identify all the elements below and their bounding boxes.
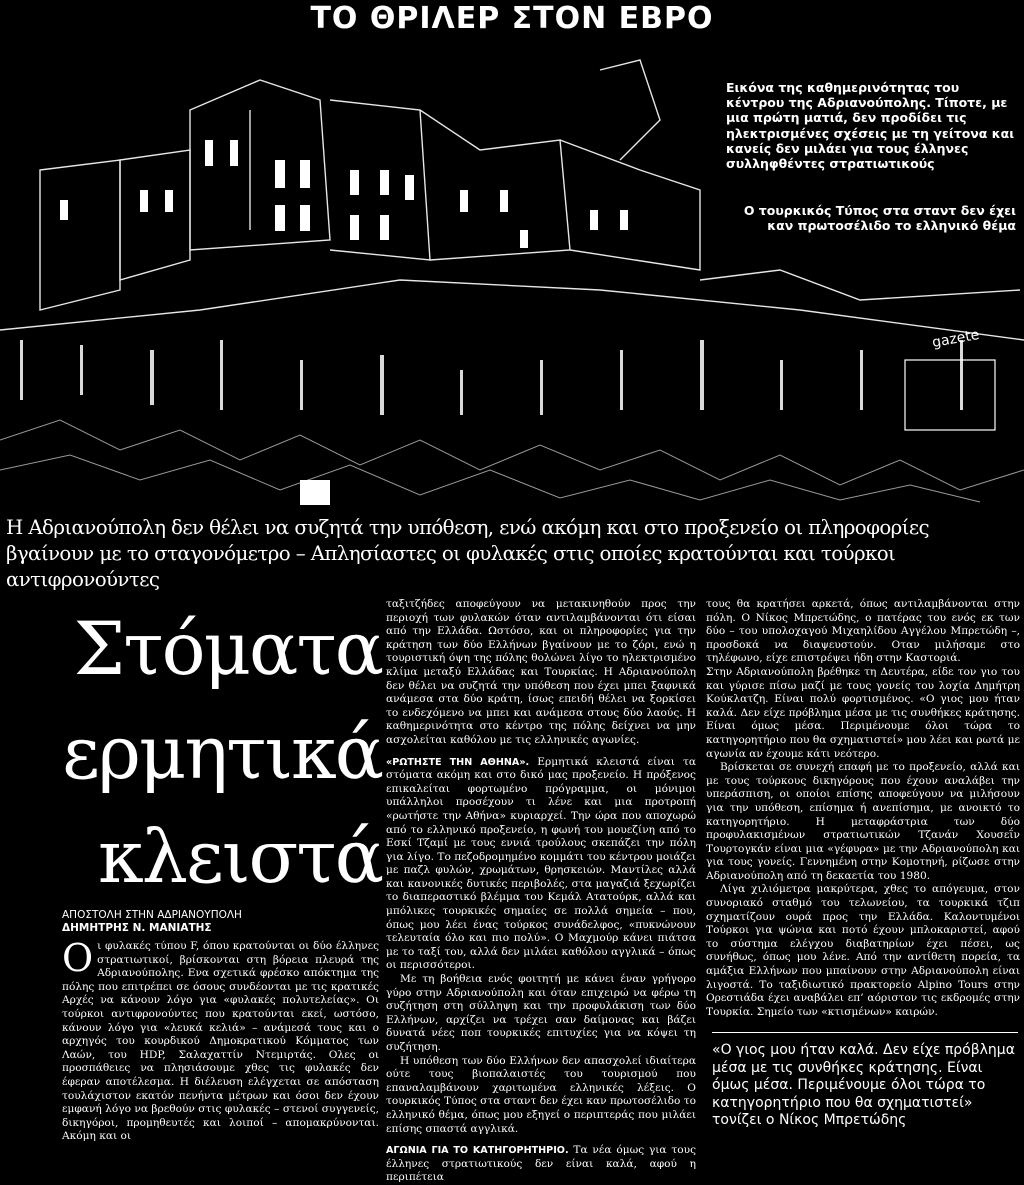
paragraph: Λίγα χιλιόμετρα μακρύτερα, χθες το απόγευμα, στον συνοριακό σταθμό του τελωνείου, τα τουρκικά τζιπ σχηματίζουν ουρά προς την Ελλάδα. Καλοντυμένοι Τούρκοι για ψώνια και ποτό έχουν μπλοκαριστεί, αφού το σύστημα ελέγχου διαβατηρίων έχει πέσει, ως συνήθως, όπως μου λένε. Από την αντίθετη πορεία, τα αμάξια Ελλήνων που μπαίνουν στην Αδριανούπολη είναι λιγοστά. Το ταξιδιωτικό πρακτορείο Alpino Tours στην Ορεστιάδα έχει αναβάλει επ’ αόριστον τις εκδρομές στην Τουρκία. Σημείο των «κτισμένων» καιρών. <box>706 883 1020 1018</box>
paragraph: Με τη βοήθεια ενός φοιτητή με κάνει έναν γρήγορο γύρο στην Αδριανούπολη και όταν επιχειρώ να φέρω τη συζήτηση στη σύλληψη και την προφυλάκιση των δύο Ελλήνων, αρχίζει να τρέχει σαν δαίμονας και βάζει δυνατά νέες ποπ τουρκικές επιτυχίες για να κόψει τη συζήτηση. <box>386 973 696 1053</box>
photo-caption-secondary: Ο τουρκικός Τύπος στα σταντ δεν έχει καν πρωτοσέλιδο το ελληνικό θέμα <box>743 203 1016 234</box>
subtitle: Η Αδριανούπολη δεν θέλει να συζητά την υπόθεση, ενώ ακόμη και στο προξενείο οι πληροφορίες βγαίνουν με το σταγονόμετρο – Απλησίαστες οι φυλακές στις οποίες κρατούνται και τούρκοι αντιφρονούντες <box>6 516 929 591</box>
paragraph: Στην Αδριανούπολη βρέθηκε τη Δευτέρα, είδε τον γιο του και γύρισε πίσω μαζί με τους γονείς του λοχία Δημήτρη Κούκλατζη. Είναι πολύ φορτισμένος. «Ο γιος μου ήταν καλά. Δεν είχε πρόβλημα μέσα με τις συνθήκες κράτησης. Είναι όμως μέσα. Περιμένουμε όλοι τώρα το κατηγορητήριο που θα σχηματιστεί» μου λέει και ρωτά με αγωνία αν έχουμε κάτι νεότερο. <box>706 665 1020 760</box>
paragraph-text: Τα νέα όμως για τους έλληνες στρατιωτικούς δεν είναι καλά, αφού η περιπέτεια <box>386 1144 697 1184</box>
section-title-text: ΤΟ ΘΡΙΛΕΡ ΣΤΟΝ ΕΒΡΟ <box>310 1 714 36</box>
author-name: ΔΗΜΗΤΡΗΣ Ν. ΜΑΝΙΑΤΗΣ <box>62 922 212 934</box>
headline-line-2: ερμητικά <box>62 711 382 796</box>
kicker: «ΡΩΤΗΣΤΕ ΤΗΝ ΑΘΗΝΑ». <box>386 756 530 768</box>
drop-cap: Ο <box>62 936 94 980</box>
pullquote: «Ο γιος μου ήταν καλά. Δεν είχε πρόβλημα μέσα με τις συνθήκες κράτησης. Είναι όμως μέσα. Περιμένουμε όλοι τώρα το κατηγορητήριο που θα σχηματιστεί» τονίζει ο Νίκος Μπρετώδης <box>712 1042 1015 1128</box>
headline-line-1: Στόματα <box>73 607 382 692</box>
kiosk-sign: gazete <box>930 326 981 352</box>
byline <box>62 909 242 935</box>
paragraph <box>386 756 696 974</box>
paragraph: ταξιτζήδες αποφεύγουν να μετακινηθούν προς την περιοχή των φυλακών όταν αντιλαμβάνονται ότι είσαι από την Ελλάδα. Ωστόσο, και οι πληροφορίες για την κράτηση των δύο Ελλήνων βγαίνουν με το ζόρι, ενώ η τουριστική όψη της πόλης θολώνει λίγο το ηλεκτρισμένο κλίμα μεταξύ Ελλάδας και Τουρκίας. Η Αδριανούπολη δεν θέλει να συζητά την υπόθεση που έχει μπει ξαφνικά ανάμεσα στα δύο κράτη, ίσως επειδή θέλει να ξορκίσει το ενδεχόμενο να μπει και ανάμεσα στους δύο λαούς. Η καθημερινότητα στο κέντρο της πόλης δείχνει να μην ασχολείται καθόλου με τις ελληνικές αγωνίες. <box>386 598 696 746</box>
dispatch-label: ΑΠΟΣΤΟΛΗ ΣΤΗΝ ΑΔΡΙΑΝΟΥΠΟΛΗ <box>62 909 242 921</box>
paragraph: τους θα κρατήσει αρκετά, όπως αντιλαμβάνονται στην πόλη. Ο Νίκος Μπρετώδης, ο πατέρας του ενός εκ των δύο – του υπολοχαγού Μιχαηλίδου Αγγέλου Μπρετώδη –, προσδοκά να διαψευστούν. Οταν μιλήσαμε στο τηλέφωνο, είχε επιστρέψει ήδη στην Καστοριά. <box>706 598 1020 665</box>
paragraph <box>386 1144 696 1185</box>
paragraph-text: Ερμητικά κλειστά είναι τα στόματα ακόμη και στο δικό μας προξενείο. Η πρόξενος επικαλείται φορτωμένο πρόγραμμα, οι μόνιμοι υπάλληλοι προσέχουν τι λένε και μια προτροπή «ρωτήστε την Αθήνα» κυριαρχεί. Την ώρα που αποχωρώ από το ελληνικό προξενείο, η φωνή του μουεζίνη από το Εσκί Τζαμί με τους εννιά τρούλους σκεπάζει την πόλη για λίγο. Το πεζοδρομημένο κομμάτι του κέντρου μοιάζει με παζλ φυλών, χρωμάτων, θρησκειών. Μαντίλες αλλά και κανονικές δυτικές περιβολές, στα μαγαζιά ξεχωρίζει το διαπεραστικό βλέμμα του Κεμάλ Ατατούρκ, αλλά και μπόλικες τουρκικές σημαίες σε πολλά σημεία – που, όπως μου λέει ένας τούρκος συνάδελφος, «πυκνώνουν τελευταία όλο και πιο πολύ». Ο Μαχμούρ κάνει πιάτσα με το ταξί του, αλλά δεν μιλάει καθόλου αγγλικά – όπως οι περισσότεροι. <box>386 755 696 972</box>
headline <box>52 598 382 910</box>
article-column-3 <box>706 598 1020 1019</box>
headline-line-3: κλειστά <box>98 815 382 900</box>
paragraph-text: ι φυλακές τύπου F, όπου κρατούνται οι δύο έλληνες στρατιωτικοί, βρίσκονται στη βόρεια πλευρά της Αδριανούπολης. Ενα σχετικά φρέσκο απόκτημα της πόλης που επιτρέπει σε όσους συνδέονται με τις κρατικές Αρχές να κάνουν λόγο για «φυλακές πολυτελείας». Οι τούρκοι αντιφρονούντες που κρατούνται εκεί, ωστόσο, κάνουν λόγο για «λευκά κελιά» – ανάμεσά τους και ο αρχηγός του κουρδικού Δημοκρατικού Κόμματος των Λαών, του HDP, Σαλαχαττίν Ντεμιρτάς. Ολες οι προσπάθειες να πλησιάσουμε χθες τις φυλακές δεν έφεραν αποτέλεσμα. Η διέλευση ελέγχεται σε απόσταση τουλάχιστον εκατόν πενήντα μέτρων και όσοι δεν έχουν εμφανή λόγο να βρεθούν στις φυλακές – στενοί συγγενείς, δικηγόροι, προμηθευτές και λοιποί – απομακρύνονται. Ακόμη και οι <box>62 940 379 1143</box>
paragraph: Η υπόθεση των δύο Ελλήνων δεν απασχολεί ιδιαίτερα ούτε τους βιοπαλαιστές του τουρισμού που επαναλαμβάνουν χαριτωμένα ελληνικές λέξεις. Ο τουρκικός Τύπος στα σταντ δεν έχει καν πρωτοσέλιδο το ελληνικό θέμα, όπως μου εξηγεί ο περιπτεράς που μιλάει επίσης σπαστά αγγλικά. <box>386 1054 696 1135</box>
pullquote-divider <box>712 1032 1018 1033</box>
paragraph: Βρίσκεται σε συνεχή επαφή με το προξενείο, αλλά και με τους τούρκους δικηγόρους που έχουν αναλάβει την υπεράσπιση, οι οποίοι επίσης αποφεύγουν να μιλήσουν για την υπόθεση, επίσημα ή ανεπίσημα, με ανοικτό το κατηγορητήριο. Η μεταφράστρια των δύο προφυλακισμένων στρατιωτικών Τζανάν Χουσεΐν Τουρτογκάν είναι μια «γέφυρα» με την Αδριανούπολη και για τους γονείς. Γεννημένη στην Κομοτηνή, ρίζωσε στην Αδριανούπολη από τη δεκαετία του 1980. <box>706 761 1020 882</box>
article-column-2 <box>386 598 696 1185</box>
article-column-1 <box>62 936 379 1144</box>
section-title <box>0 0 1024 40</box>
paragraph <box>62 936 379 1144</box>
photo-caption-main: Εικόνα της καθημερινότητας του κέντρου της Αδριανούπολης. Τίποτε, με μια πρώτη ματιά, δεν προδίδει τις ηλεκτρισμένες σχέσεις με τη γείτονα και κανείς δεν μιλάει για τους έλληνες συλληφθέντες στρατιωτικούς <box>726 80 1015 172</box>
kicker: ΑΓΩΝΙΑ ΓΙΑ ΤΟ ΚΑΤΗΓΟΡΗΤΗΡΙΟ. <box>386 1145 569 1157</box>
